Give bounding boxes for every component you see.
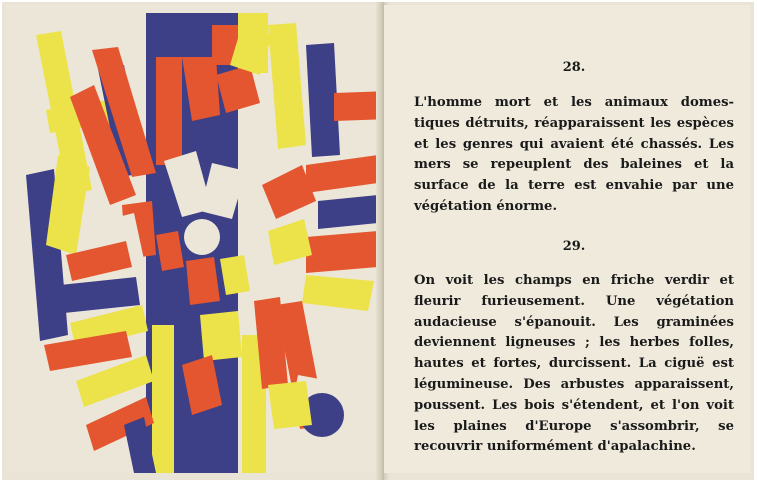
paragraph-line: deviennent ligneuses ; les herbes folles, (414, 335, 734, 351)
typographic-artwork (6, 5, 380, 473)
paragraph-29 (414, 271, 734, 458)
paragraph-line: légumineuse. Des arbustes apparaissent, (414, 376, 734, 392)
paragraph-line: et les genres qui avaient été chassés. Les (414, 136, 734, 152)
section-number-28: 28. (562, 60, 586, 75)
paragraph-line: On voit les champs en friche verdir et (414, 273, 734, 288)
open-book (2, 2, 754, 480)
paragraph-line: L'homme mort et les animaux domes- (414, 95, 734, 110)
section-number-29: 29. (562, 239, 586, 254)
paragraph-28 (414, 93, 734, 218)
paragraph-line: tiques détruits, réapparaissent les espèces (414, 115, 734, 131)
paragraph-line: les plaines d'Europe s'assombrir, se (414, 418, 734, 434)
right-page-text (384, 5, 750, 473)
left-page-illustration (6, 5, 380, 473)
paragraph-line: audacieuse s'épanouit. Les graminées (414, 314, 734, 330)
paragraph-line: mers se repeuplent des baleines et la (414, 157, 734, 173)
paragraph-line: hautes et fortes, durcissent. La ciguë est (414, 356, 734, 372)
paragraph-line: recouvrir uniformément d'apalachine. (414, 439, 696, 455)
paragraph-line: poussent. Les bois s'étendent, et l'on voit (414, 397, 734, 413)
paragraph-line: surface de la terre est envahie par une (414, 178, 734, 194)
paragraph-line: fleurir furieusement. Une végétation (414, 293, 734, 309)
paragraph-line: végétation énorme. (414, 198, 558, 214)
